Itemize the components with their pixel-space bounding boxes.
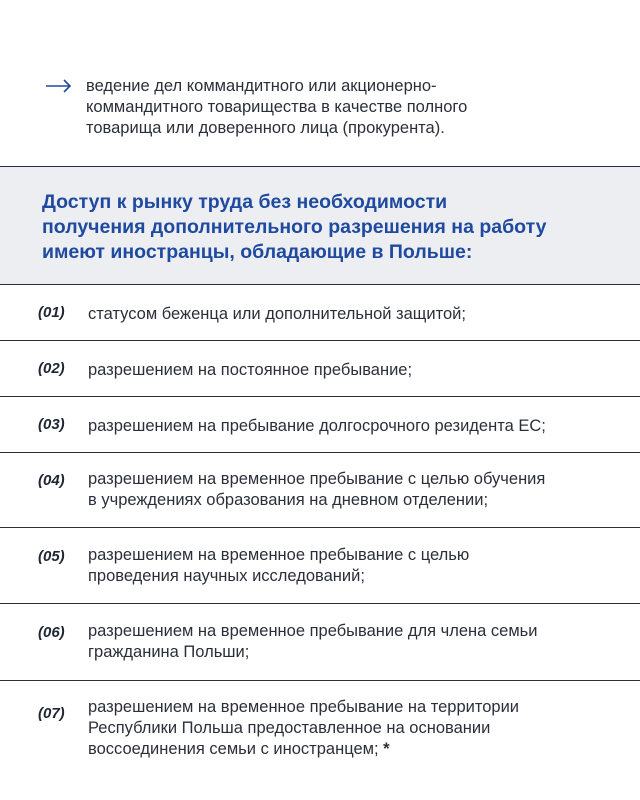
item-number: (03): [38, 416, 65, 433]
item-text: разрешением на временное пребывание с целью обучения в учреждениях образования на дневном отделении;: [88, 470, 546, 509]
arrow-right-icon: [44, 76, 74, 96]
item-number: (05): [38, 548, 65, 565]
section-heading: Доступ к рынку труда без необходимости получения дополнительного разрешения на работу имеют иностранцы, обладающие в Польше:: [42, 191, 547, 263]
footnote-mark: *: [383, 740, 390, 758]
item-text: разрешением на пребывание долгосрочного резидента ЕС;: [88, 417, 546, 435]
list-item: [0, 604, 640, 681]
list-item: [0, 285, 640, 341]
intro-paragraph: [44, 76, 604, 139]
item-text-content: разрешением на временное пребывание на территории Республики Польша предоставленное на основании воссоединения семьи с иностранцем;: [88, 698, 520, 758]
item-number: (02): [38, 360, 65, 377]
item-text: разрешением на временное пребывание для члена семьи гражданина Польши;: [88, 622, 538, 661]
item-text: разрешением на временное пребывание с целью проведения научных исследований;: [88, 546, 470, 585]
list-item: [0, 341, 640, 397]
list-item: [0, 397, 640, 453]
list-item: [0, 453, 640, 528]
item-number: (06): [38, 624, 65, 641]
conditions-list: [0, 285, 640, 791]
item-text: [88, 697, 618, 760]
item-number: (07): [38, 705, 65, 722]
list-item: [0, 681, 640, 791]
item-number: (01): [38, 304, 65, 321]
intro-text: ведение дел коммандитного или акционерно- коммандитного товарищества в качестве полного товарища или доверенного лица (прокурента).: [86, 77, 468, 137]
item-text: разрешением на постоянное пребывание;: [88, 361, 413, 379]
item-number: (04): [38, 472, 65, 489]
item-text: статусом беженца или дополнительной защитой;: [88, 305, 466, 323]
list-item: [0, 528, 640, 604]
